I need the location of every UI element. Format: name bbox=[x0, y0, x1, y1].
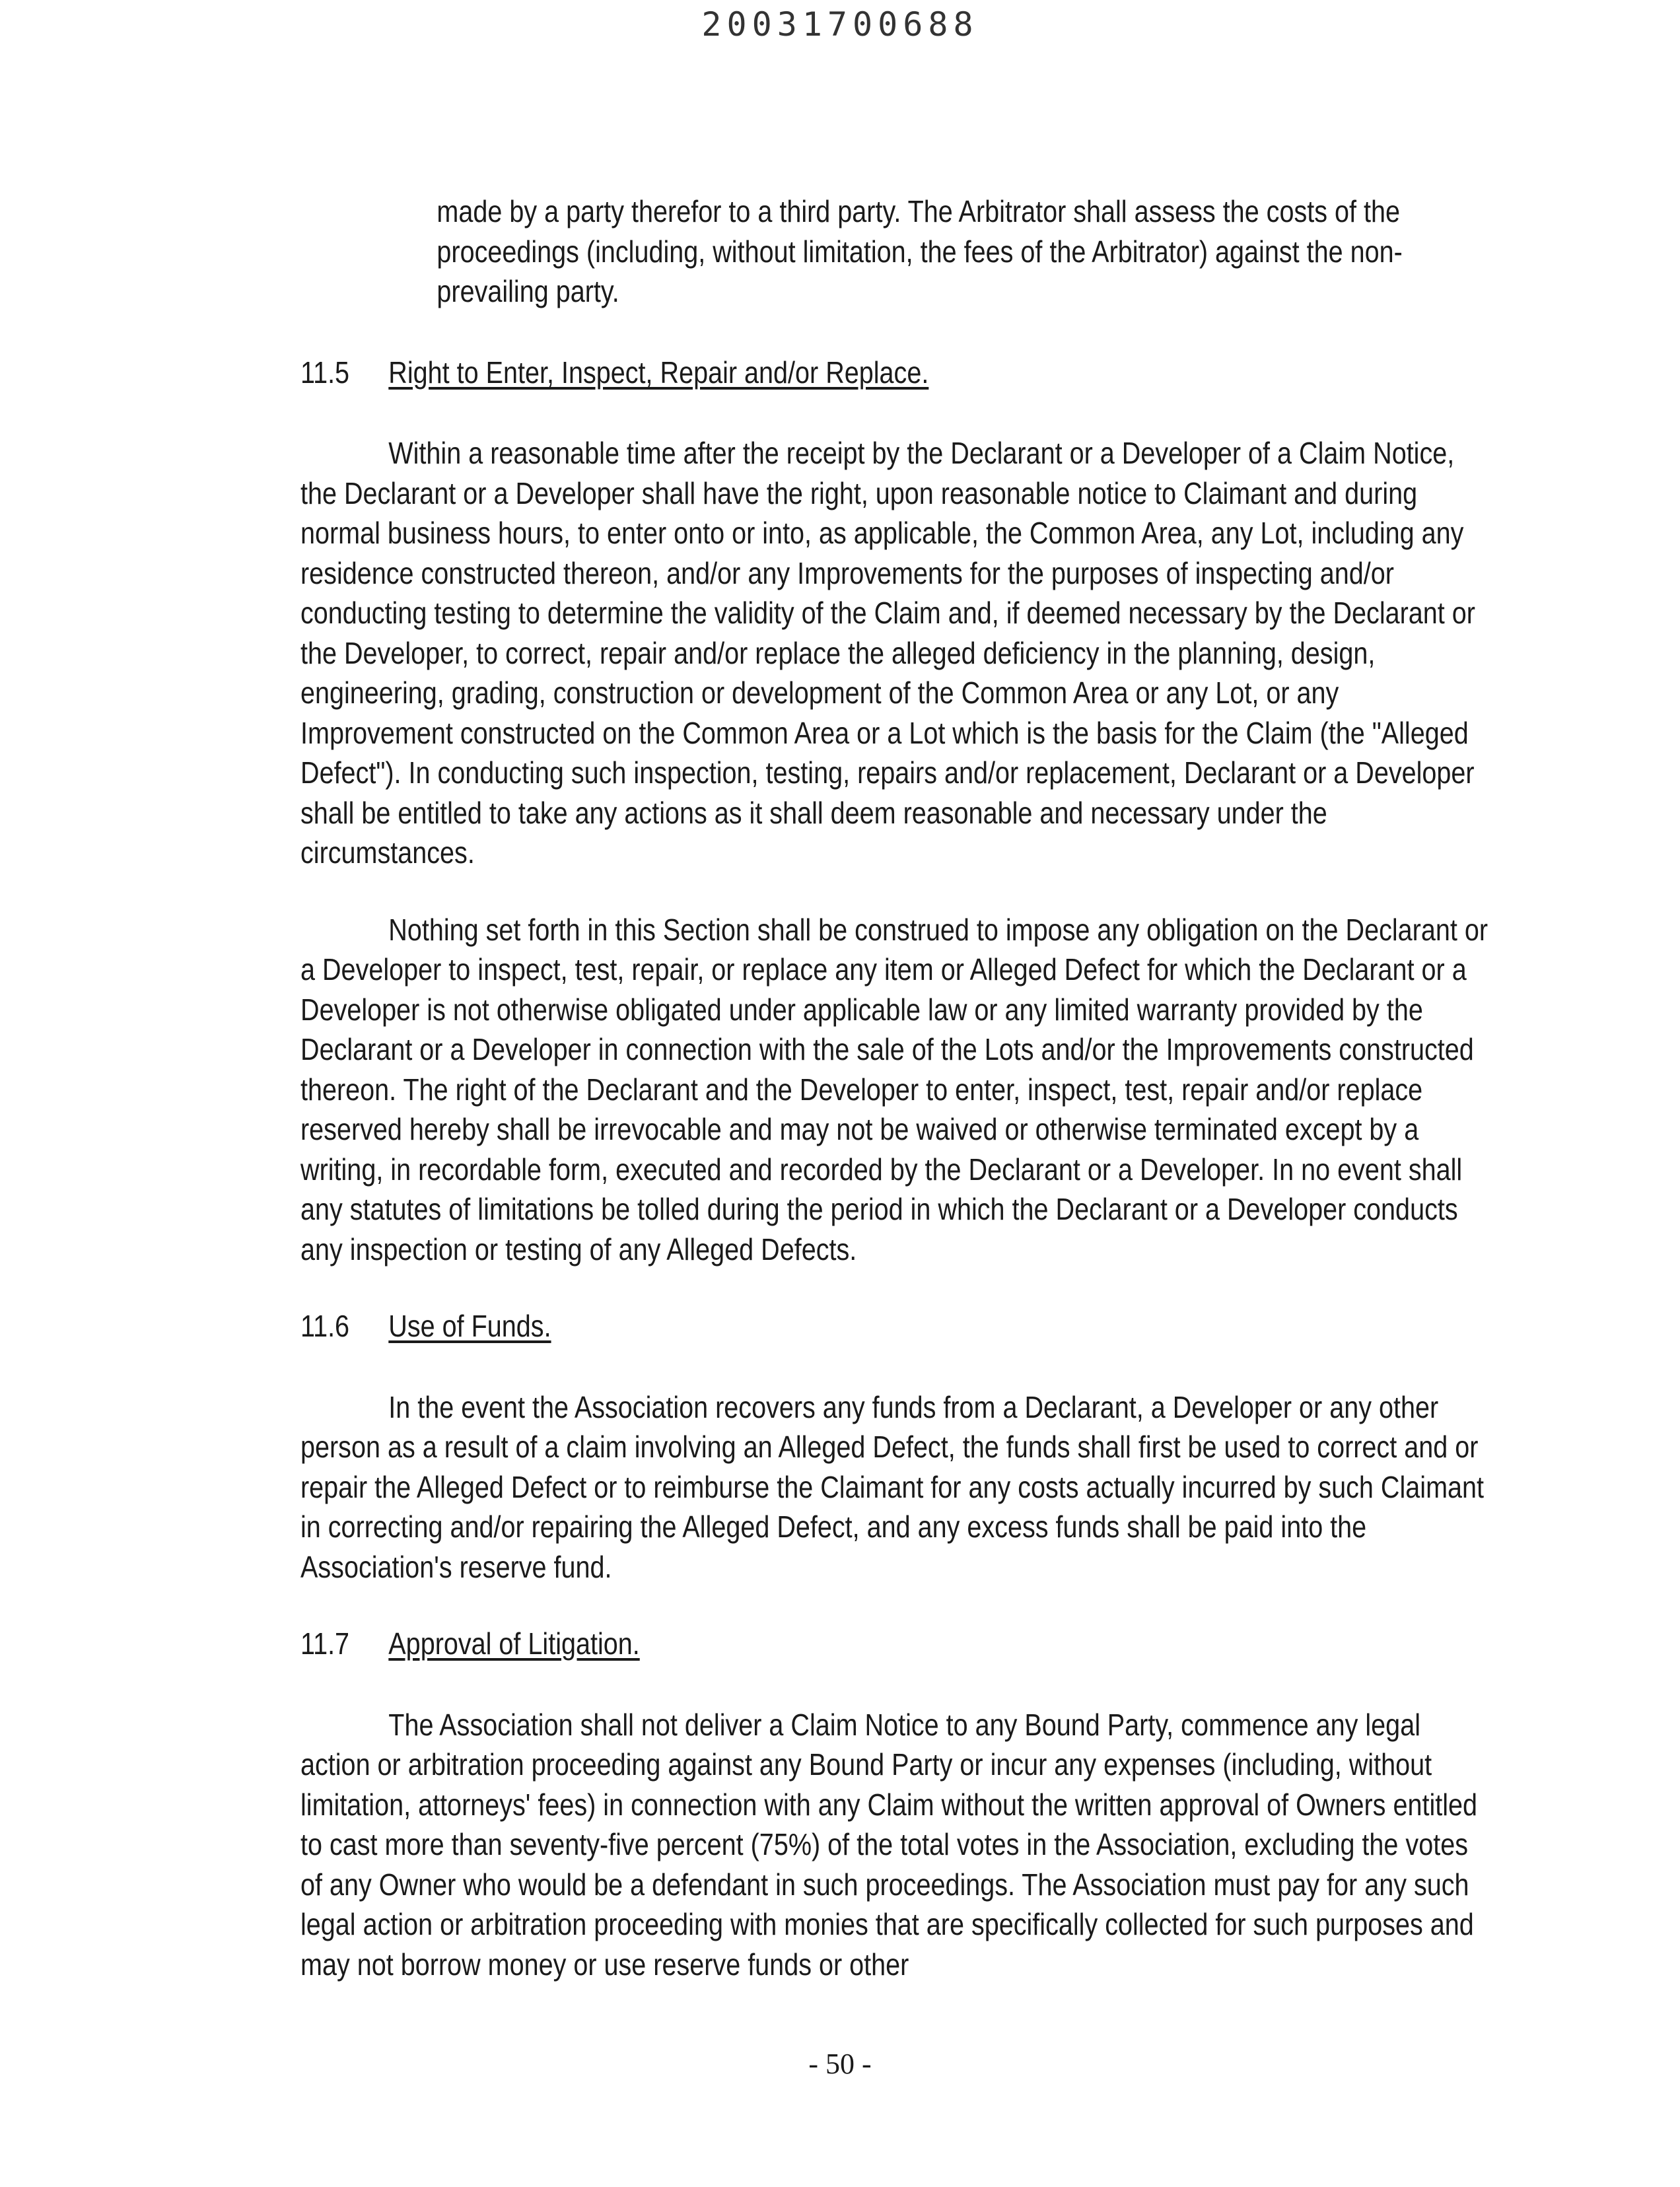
page-number: - 50 - bbox=[808, 2048, 872, 2080]
section-heading-11-6 bbox=[300, 1306, 1496, 1346]
section-11-5-paragraph-1: Within a reasonable time after the receipt by the Declarant or a Developer of a Claim Notice, the Declarant or a Developer shall have the right, upon reasonable notice to Claimant and during normal business hours, to enter onto or into, as applicable, the Common Area, any Lot, including any residence constructed thereon, and/or any Improvements for the purposes of inspecting and/or conducting testing to determine the validity of the Claim and, if deemed necessary by the Declarant or the Developer, to correct, repair and/or replace the alleged deficiency in the planning, design, engineering, grading, construction or development of the Common Area or any Lot, or any Improvement constructed on the Common Area or a Lot which is the basis for the Claim (the "Alleged Defect"). In conducting such inspection, testing, repairs and/or replacement, Declarant or a Developer shall be entitled to take any actions as it shall deem reasonable and necessary under the circumstances. bbox=[300, 436, 1475, 870]
document-id-header: 20031700688 bbox=[701, 5, 979, 44]
section-heading-11-5 bbox=[300, 353, 1496, 393]
section-11-5-paragraph-2: Nothing set forth in this Section shall be construed to impose any obligation on the Declarant or a Developer to inspect, test, repair, or replace any item or Alleged Defect for which the Declarant or a Developer is not otherwise obligated under applicable law or any limited warranty provided by the Declarant or a Developer in connection with the sale of the Lots and/or the Improvements constructed thereon. The right of the Declarant and the Developer to enter, inspect, test, repair and/or replace reserved hereby shall be irrevocable and may not be waived or otherwise terminated except by a writing, in recordable form, executed and recorded by the Declarant or a Developer. In no event shall any statutes of limitations be tolled during the period in which the Declarant or a Developer conducts any inspection or testing of any Alleged Defects. bbox=[300, 912, 1488, 1267]
section-number: 11.7 bbox=[300, 1626, 350, 1661]
section-title: Right to Enter, Inspect, Repair and/or Replace. bbox=[388, 355, 929, 390]
section-number: 11.6 bbox=[300, 1309, 350, 1343]
section-title: Approval of Litigation. bbox=[388, 1626, 640, 1661]
section-heading-11-7 bbox=[300, 1624, 1496, 1664]
section-number: 11.5 bbox=[300, 355, 350, 390]
page-body bbox=[300, 191, 1496, 1984]
section-title: Use of Funds. bbox=[388, 1309, 551, 1343]
section-11-7-paragraph-1: The Association shall not deliver a Claim Notice to any Bound Party, commence any legal action or arbitration proceeding against any Bound Party or incur any expenses (including, without limitation, attorneys' fees) in connection with any Claim without the written approval of Owners entitled to cast more than seventy-five percent (75%) of the total votes in the Association, excluding the votes of any Owner who would be a defendant in such proceedings. The Association must pay for any such legal action or arbitration proceeding with monies that are specifically collected for such purposes and may not borrow money or use reserve funds or other bbox=[300, 1707, 1478, 1982]
continuation-paragraph: made by a party therefor to a third party. The Arbitrator shall assess the costs of the proceedings (including, without limitation, the fees of the Arbitrator) against the non-prevailing party. bbox=[437, 194, 1403, 308]
section-11-6-paragraph-1: In the event the Association recovers any funds from a Declarant, a Developer or any other person as a result of a claim involving an Alleged Defect, the funds shall first be used to correct and or repair the Alleged Defect or to reimburse the Claimant for any costs actually incurred by such Claimant in correcting and/or repairing the Alleged Defect, and any excess funds shall be paid into the Association's reserve fund. bbox=[300, 1389, 1485, 1584]
